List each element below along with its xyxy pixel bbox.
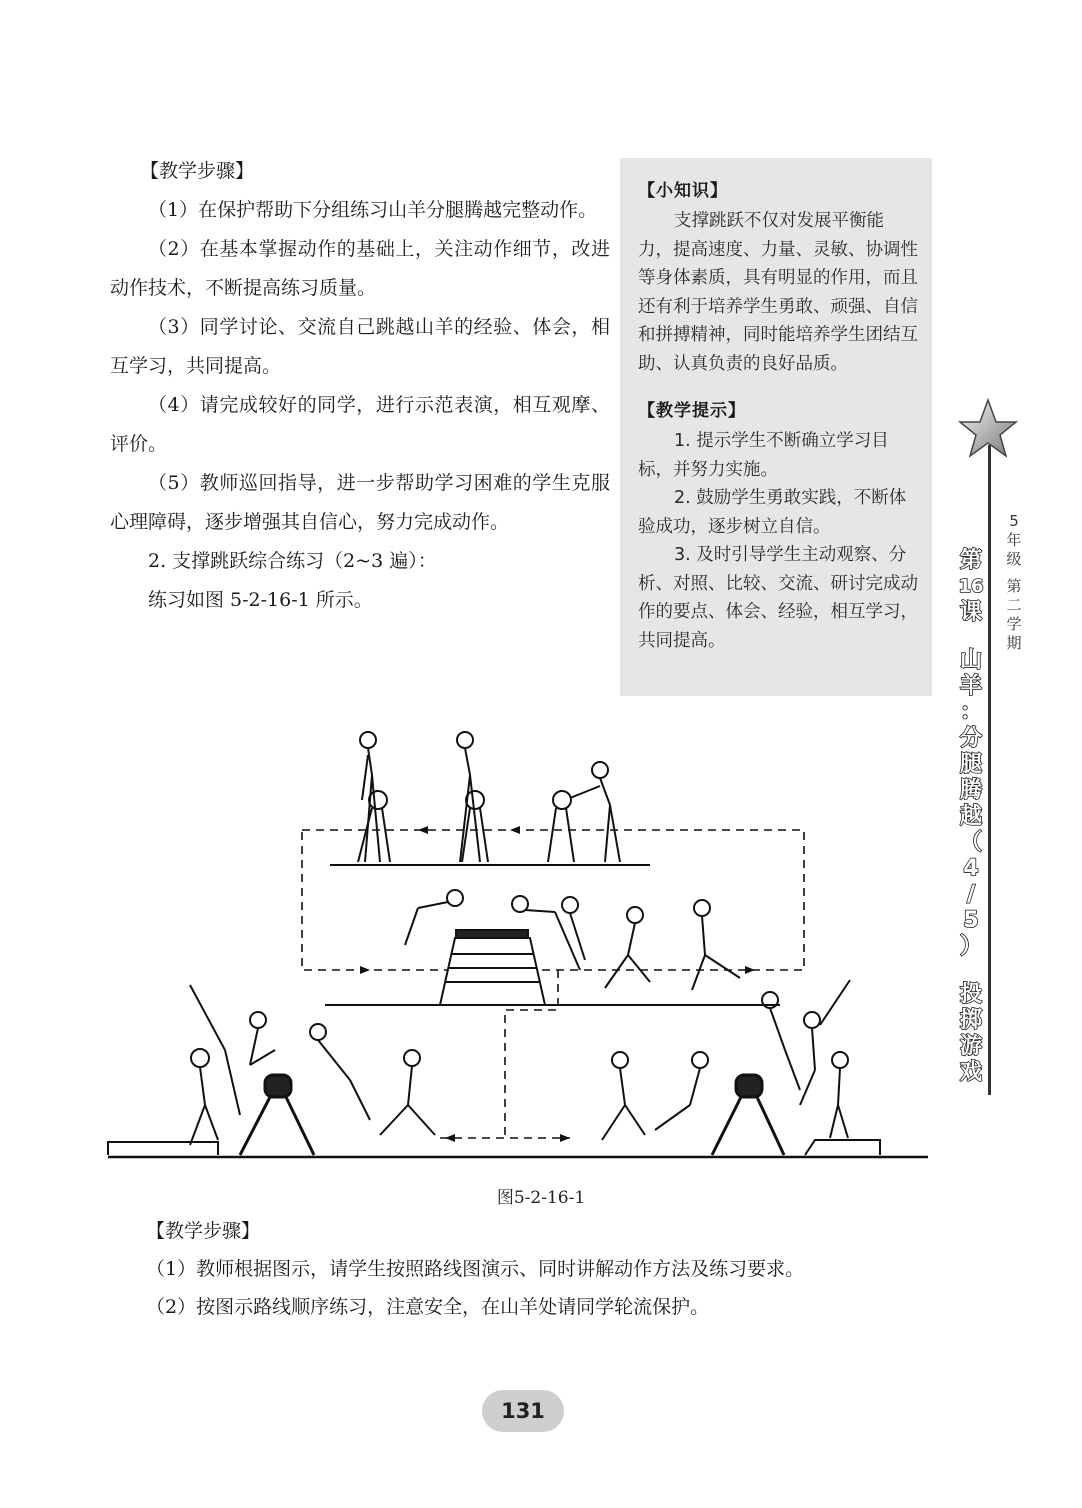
figure-caption: 图5-2-16-1 bbox=[496, 1188, 586, 1208]
lesson-char: 投 bbox=[959, 982, 982, 1007]
route-arrow-left-2 bbox=[510, 826, 520, 834]
lesson-char: 4 bbox=[963, 856, 979, 881]
lesson-char: ） bbox=[959, 934, 982, 959]
lesson-char: / bbox=[966, 882, 976, 907]
grade-char: 二 bbox=[1006, 596, 1022, 614]
grade-label bbox=[1003, 512, 1025, 653]
lesson-char: 羊 bbox=[959, 674, 982, 699]
lesson-char: 腾 bbox=[959, 778, 982, 803]
side-tab-line bbox=[988, 445, 991, 1095]
lesson-char: 越 bbox=[959, 804, 982, 829]
lesson-char: 第 bbox=[959, 548, 982, 573]
vaulting-box bbox=[440, 930, 545, 1005]
route-arrow-right-2 bbox=[745, 966, 755, 974]
springboard-right bbox=[805, 1140, 880, 1155]
springboard-left bbox=[108, 1142, 218, 1155]
route-upper-loop bbox=[302, 830, 804, 970]
lesson-char: 戏 bbox=[959, 1060, 982, 1085]
vault-goat-right bbox=[712, 1075, 784, 1155]
lesson-char: 课 bbox=[959, 600, 982, 625]
lower-step-1: （1）教师根据图示，请学生按照路线图演示、同时讲解动作方法及练习要求。 bbox=[146, 1258, 805, 1280]
main-column bbox=[110, 152, 610, 620]
section-2-title: 2. 支撑跳跃综合练习（2~3 遍）： bbox=[148, 550, 437, 572]
tip-1: 1. 提示学生不断确立学习目标，并努力实施。 bbox=[638, 431, 889, 480]
steps-heading: 【教学步骤】 bbox=[140, 160, 255, 182]
lesson-char: 游 bbox=[959, 1034, 982, 1059]
route-arrow-right-3 bbox=[560, 1134, 570, 1142]
route-arrow-left-3 bbox=[445, 1134, 455, 1142]
leapfrog-pair-1 bbox=[358, 732, 390, 862]
step-3: （3）同学讨论、交流自己跳越山羊的经验、体会，相互学习，共同提高。 bbox=[110, 316, 610, 377]
lesson-char: 分 bbox=[959, 726, 982, 751]
step-4: （4）请完成较好的同学，进行示范表演，相互观摩、评价。 bbox=[110, 394, 610, 455]
vault-goat-left bbox=[240, 1075, 314, 1155]
grade-char: 学 bbox=[1006, 615, 1022, 633]
section-2-description: 练习如图 5-2-16-1 所示。 bbox=[148, 589, 373, 611]
lesson-char: 腿 bbox=[959, 752, 982, 777]
grade-char: 期 bbox=[1006, 634, 1022, 652]
grade-char: 第 bbox=[1006, 577, 1022, 595]
route-arrow-left-1 bbox=[418, 826, 428, 834]
step-5: （5）教师巡回指导，进一步帮助学习困难的学生克服心理障碍，逐步增强其自信心，努力完成动作。 bbox=[110, 472, 610, 533]
lesson-title bbox=[956, 548, 986, 1086]
grade-char: 年 bbox=[1006, 531, 1022, 549]
leapfrog-pair-3 bbox=[548, 762, 620, 862]
grade-char: 级 bbox=[1006, 550, 1022, 568]
lesson-char: ： bbox=[959, 700, 982, 725]
lesson-char: 5 bbox=[963, 908, 979, 933]
step-2: （2）在基本掌握动作的基础上，关注动作细节，改进动作技术，不断提高练习质量。 bbox=[110, 238, 610, 299]
step-1: （1）在保护帮助下分组练习山羊分腿腾越完整动作。 bbox=[148, 199, 598, 221]
grade-char: 5 bbox=[1009, 512, 1019, 530]
tip-3: 3. 及时引导学生主动观察、分析、对照、比较、交流、研讨完成动作的要点、体会、经验，相互学习，共同提高。 bbox=[638, 545, 918, 651]
lesson-char: 16 bbox=[958, 576, 984, 597]
tip-2: 2. 鼓励学生勇敢实践，不断体验成功，逐步树立自信。 bbox=[638, 488, 907, 537]
lower-steps bbox=[146, 1212, 946, 1326]
lower-steps-heading: 【教学步骤】 bbox=[146, 1220, 261, 1242]
lesson-char: 山 bbox=[959, 648, 982, 673]
lower-step-2: （2）按图示路线顺序练习，注意安全，在山羊处请同学轮流保护。 bbox=[146, 1296, 710, 1318]
star-icon bbox=[952, 398, 1018, 458]
tips-title: 【教学提示】 bbox=[638, 401, 746, 421]
sidebar-box bbox=[620, 158, 932, 696]
route-arrow-right-1 bbox=[360, 966, 370, 974]
exercise-route-figure bbox=[100, 720, 940, 1170]
knowledge-title: 【小知识】 bbox=[638, 181, 728, 201]
lesson-char: 掷 bbox=[959, 1008, 982, 1033]
page-number: 131 bbox=[482, 1390, 564, 1432]
knowledge-text: 支撑跳跃不仅对发展平衡能力，提高速度、力量、灵敏、协调性等身体素质，具有明显的作用，而且还有利于培养学生勇敢、顽强、自信和拼搏精神，同时能培养学生团结互助、认真负责的良好品质。 bbox=[638, 211, 918, 374]
lesson-char: （ bbox=[959, 830, 982, 855]
leapfrog-pair-2 bbox=[457, 732, 488, 862]
